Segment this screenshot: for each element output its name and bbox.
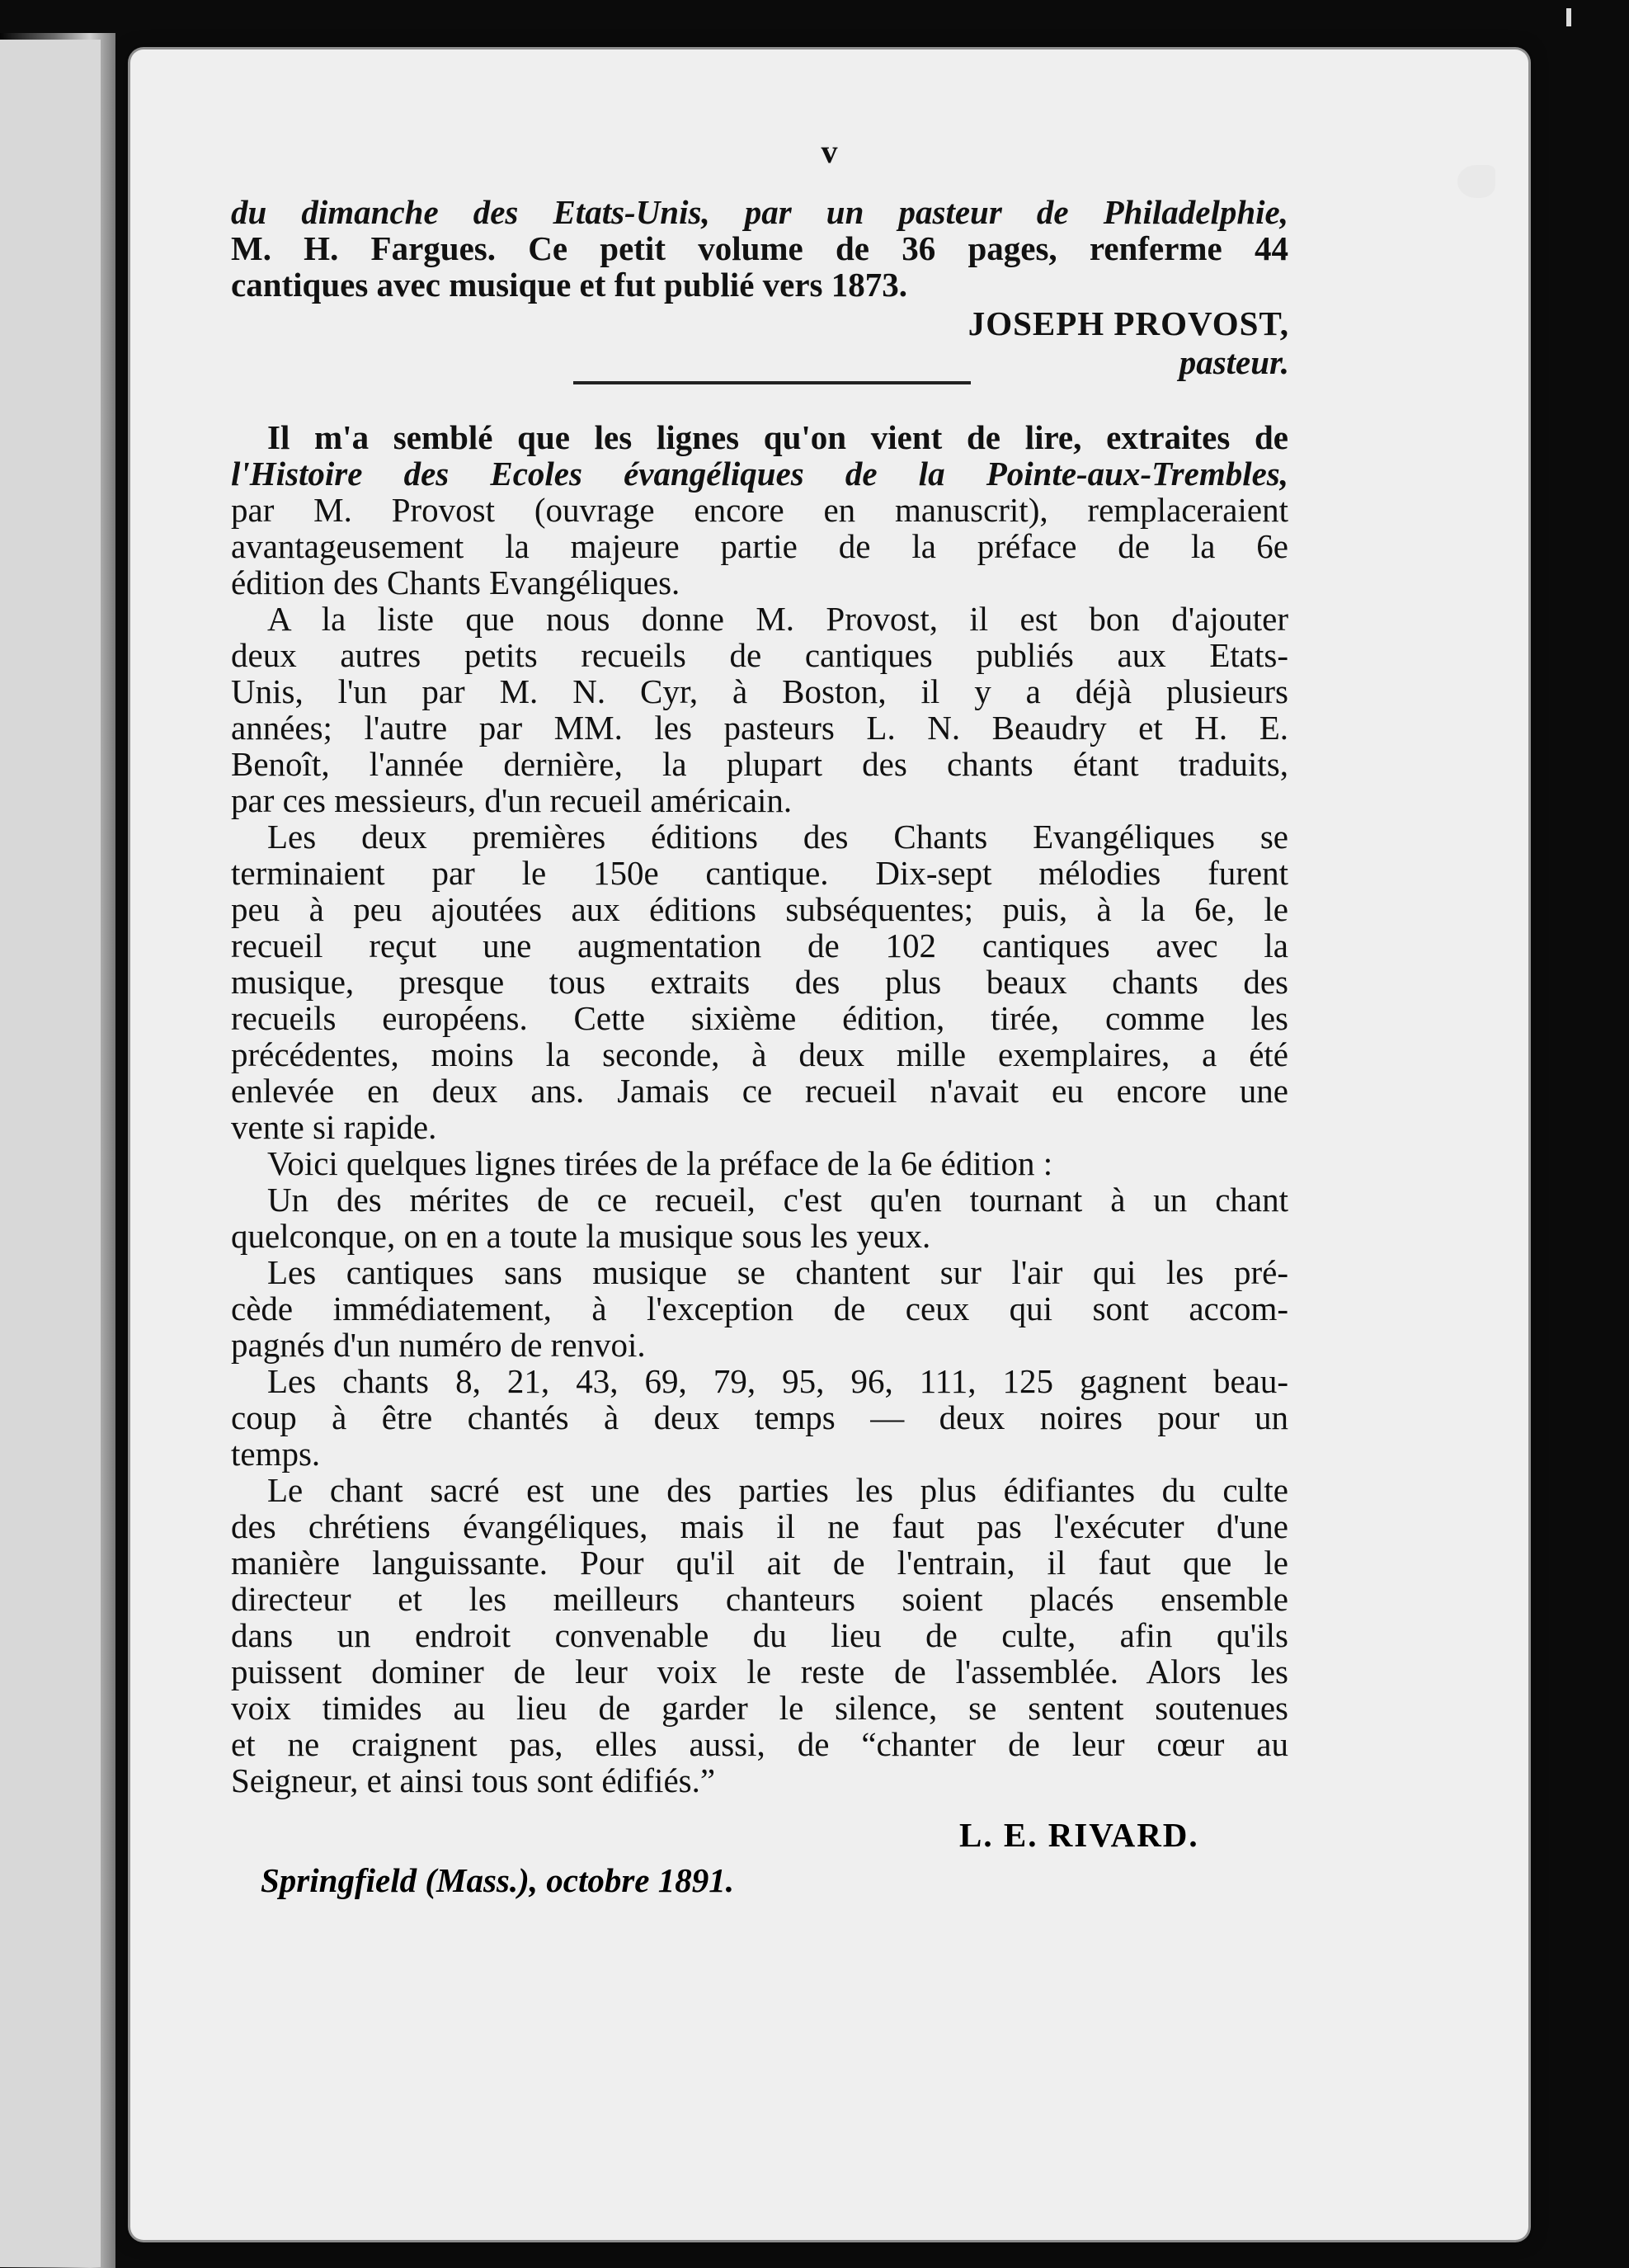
body-line: recueils européens. Cette sixième édition, tirée, comme les [231, 999, 1288, 1037]
body-line: par ces messieurs, d'un recueil américain. [231, 781, 793, 819]
body-line: recueil reçut une augmentation de 102 cantiques avec la [231, 927, 1288, 964]
place-date: Springfield (Mass.), octobre 1891. [261, 1861, 734, 1899]
section-divider [573, 381, 971, 384]
body-line: précédentes, moins la seconde, à deux mille exemplaires, a été [231, 1035, 1288, 1073]
closing-signature: L. E. RIVARD. [959, 1816, 1199, 1854]
body-line: par M. Provost (ouvrage encore en manuscrit), remplaceraient [231, 491, 1288, 529]
body-line: coup à être chantés à deux temps — deux noires pour un [231, 1398, 1288, 1436]
body-line: Il m'a semblé que les lignes qu'on vient de lire, extraites de [267, 418, 1288, 456]
body-line: voix timides au lieu de garder le silence, se sentent soutenues [231, 1689, 1288, 1727]
preface-body [231, 419, 1288, 1799]
body-line: musique, presque tous extraits des plus beaux chants des [231, 963, 1288, 1001]
body-line: Seigneur, et ainsi tous sont édifiés.” [231, 1761, 716, 1799]
body-line: Les cantiques sans musique se chantent sur l'air qui les pré- [267, 1253, 1288, 1291]
signature-title: pasteur. [1179, 343, 1289, 381]
facing-page-edge [0, 40, 101, 2267]
intro-paragraph [231, 194, 1288, 303]
intro-line [231, 194, 1288, 230]
page-number: v [821, 133, 838, 170]
body-line: terminaient par le 150e cantique. Dix-sept mélodies furent [231, 854, 1288, 892]
body-line: enlevée en deux ans. Jamais ce recueil n'avait eu encore une [231, 1072, 1288, 1110]
body-line: manière languissante. Pour qu'il ait de l'entrain, il faut que le [231, 1544, 1288, 1582]
scan-mark [1566, 8, 1571, 26]
body-line: Les deux premières éditions des Chants Evangéliques se [267, 818, 1288, 856]
book-page [130, 50, 1528, 2240]
body-line: Le chant sacré est une des parties les plus édifiantes du culte [267, 1471, 1288, 1509]
body-line: Unis, l'un par M. N. Cyr, à Boston, il y a déjà plusieurs [231, 672, 1288, 710]
body-line: quelconque, on en a toute la musique sous les yeux. [231, 1217, 931, 1255]
body-line: A la liste que nous donne M. Provost, il est bon d'ajouter [267, 600, 1288, 638]
body-line: Benoît, l'année dernière, la plupart des chants étant traduits, [231, 745, 1288, 783]
body-line: édition des Chants Evangéliques. [231, 563, 680, 601]
body-line: pagnés d'un numéro de renvoi. [231, 1326, 646, 1364]
body-line: Les chants 8, 21, 43, 69, 79, 95, 96, 111, 125 gagnent beau- [267, 1362, 1288, 1400]
body-line: puissent dominer de leur voix le reste de l'assemblée. Alors les [231, 1653, 1288, 1690]
body-line: peu à peu ajoutées aux éditions subséquentes; puis, à la 6e, le [231, 890, 1288, 928]
body-line: temps. [231, 1435, 321, 1473]
body-line: années; l'autre par MM. les pasteurs L. N. Beaudry et H. E. [231, 709, 1288, 747]
body-line: deux autres petits recueils de cantiques publiés aux Etats- [231, 636, 1288, 674]
body-line: directeur et les meilleurs chanteurs soient placés ensemble [231, 1580, 1288, 1618]
body-line: Voici quelques lignes tirées de la préface de la 6e édition : [267, 1144, 1053, 1182]
body-line: vente si rapide. [231, 1108, 437, 1146]
body-line: avantageusement la majeure partie de la préface de la 6e [231, 527, 1288, 565]
body-line [231, 455, 1288, 492]
body-line: Un des mérites de ce recueil, c'est qu'en tournant à un chant [267, 1181, 1288, 1219]
intro-line: cantiques avec musique et fut publié vers 1873. [231, 266, 907, 304]
body-line: des chrétiens évangéliques, mais il ne faut pas l'exécuter d'une [231, 1507, 1288, 1545]
intro-line: M. H. Fargues. Ce petit volume de 36 pages, renferme 44 [231, 229, 1288, 267]
body-line: cède immédiatement, à l'exception de ceux qui sont accom- [231, 1290, 1288, 1327]
body-line: et ne craignent pas, elles aussi, de “chanter de leur cœur au [231, 1725, 1288, 1763]
body-line-italic: l'Histoire des Ecoles évangéliques de la Pointe-aux-Trembles, [231, 455, 1288, 493]
body-line: dans un endroit convenable du lieu de culte, afin qu'ils [231, 1616, 1288, 1654]
signature-name: JOSEPH PROVOST, [968, 304, 1289, 342]
intro-italic: du dimanche des Etats-Unis, par un pasteur de Philadelphie, [231, 193, 1288, 231]
